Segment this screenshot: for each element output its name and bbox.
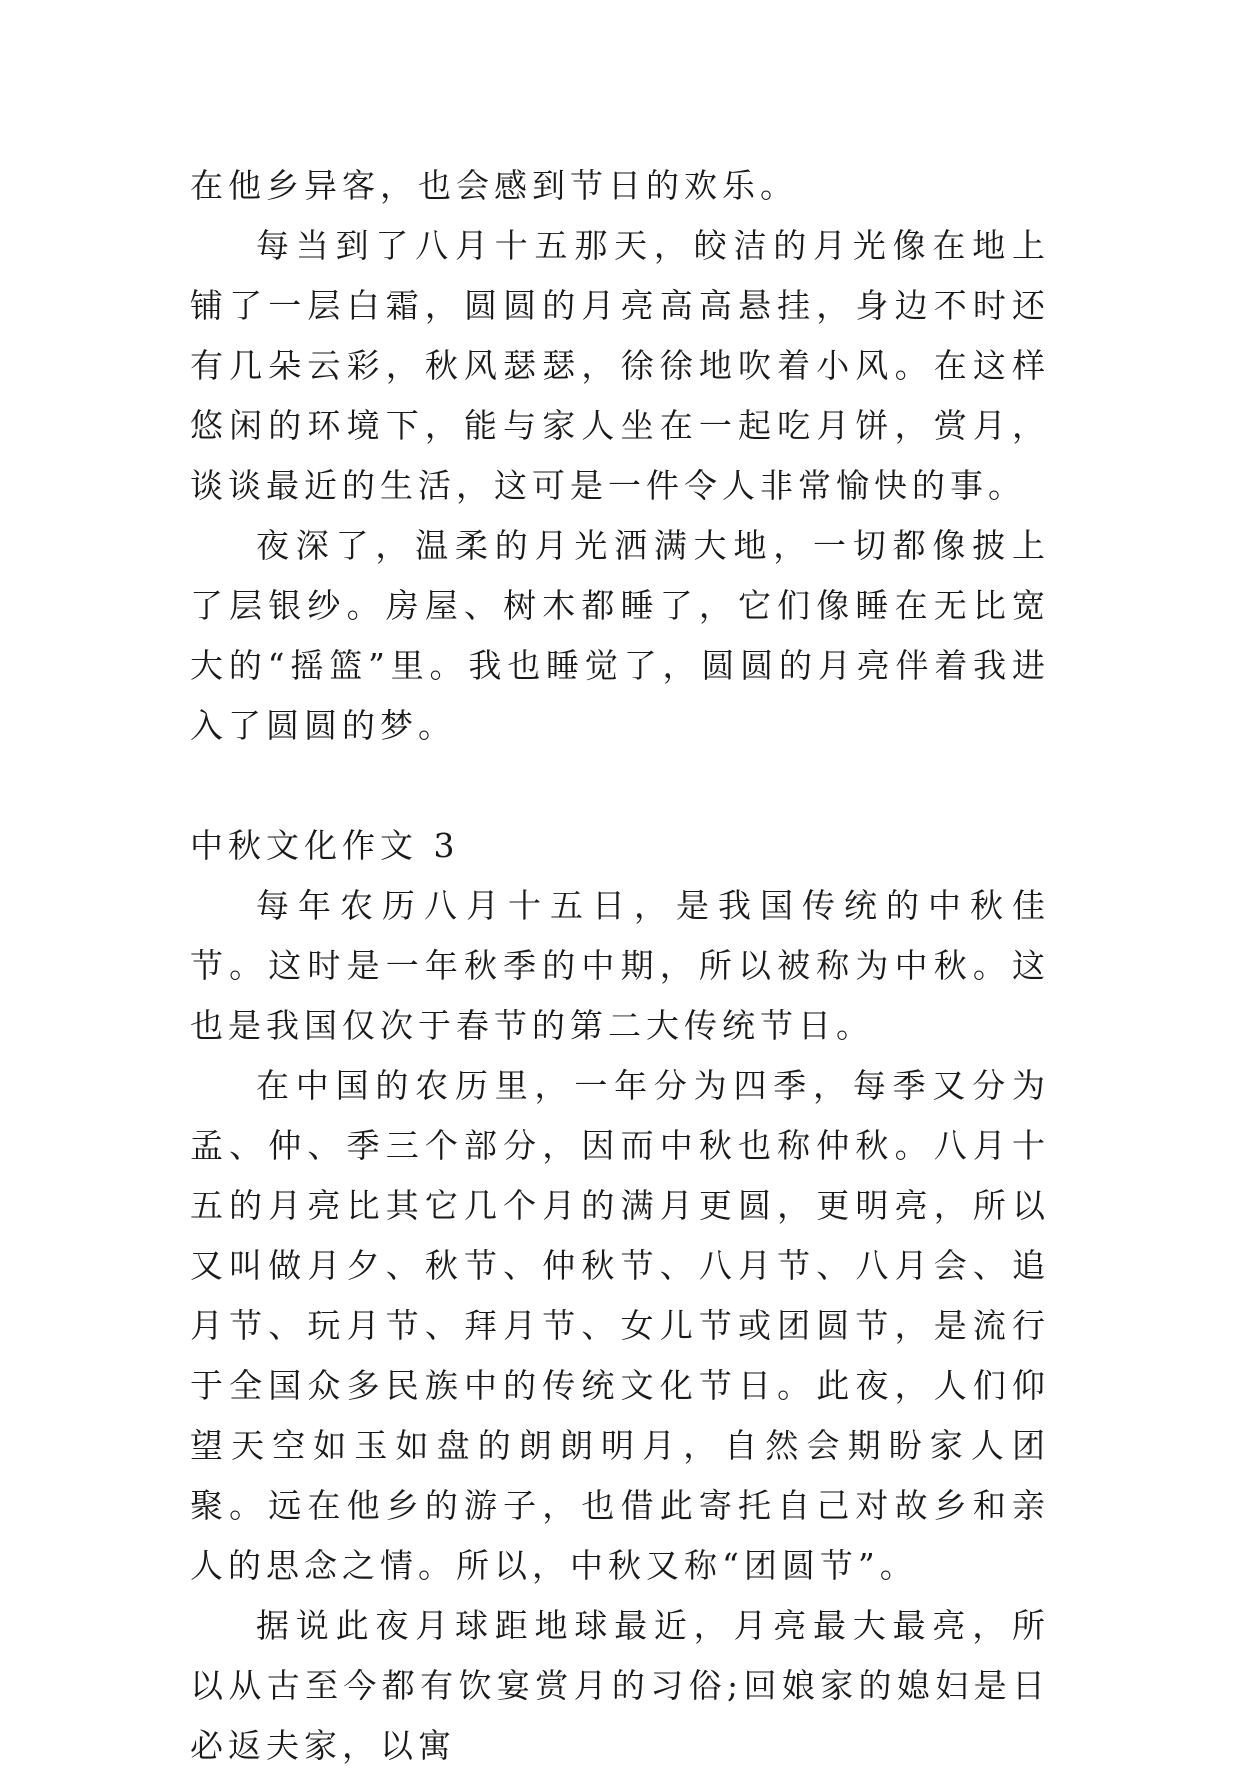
paragraph-mid-autumn-night: 每当到了八月十五那天，皎洁的月光像在地上铺了一层白霜，圆圆的月亮高高悬挂，身边不时还有几朵云彩，秋风瑟瑟，徐徐地吹着小风。在这样悠闲的环境下，能与家人坐在一起吃月饼，赏月，谈谈最近的生活，这可是一件令人非常愉快的事。: [190, 226, 1050, 505]
paragraph-moon-customs: 据说此夜月球距地球最近，月亮最大最亮，所以从古至今都有饮宴赏月的习俗;回娘家的媳妇是日必返夫家，以寓: [190, 1606, 1050, 1765]
paragraph-continuation: 在他乡异客，也会感到节日的欢乐。: [190, 166, 798, 205]
paragraph-lunar-calendar: 在中国的农历里，一年分为四季，每季又分为孟、仲、季三个部分，因而中秋也称仲秋。八月十五的月亮比其它几个月的满月更圆，更明亮，所以又叫做月夕、秋节、仲秋节、八月节、八月会、追月节、玩月节、拜月节、女儿节或团圆节，是流行于全国众多民族中的传统文化节日。此夜，人们仰望天空如玉如盘的朗朗明月，自然会期盼家人团聚。远在他乡的游子，也借此寄托自己对故乡和亲人的思念之情。所以，中秋又称“团圆节”。: [190, 1066, 1050, 1585]
section-title: 中秋文化作文 3: [190, 826, 460, 865]
document-body: [190, 156, 1050, 1776]
paragraph-late-night: 夜深了，温柔的月光洒满大地，一切都像披上了层银纱。房屋、树木都睡了，它们像睡在无比宽大的“摇篮”里。我也睡觉了，圆圆的月亮伴着我进入了圆圆的梦。: [190, 526, 1050, 745]
paragraph-festival-intro: 每年农历八月十五日，是我国传统的中秋佳节。这时是一年秋季的中期，所以被称为中秋。这也是我国仅次于春节的第二大传统节日。: [190, 886, 1050, 1045]
